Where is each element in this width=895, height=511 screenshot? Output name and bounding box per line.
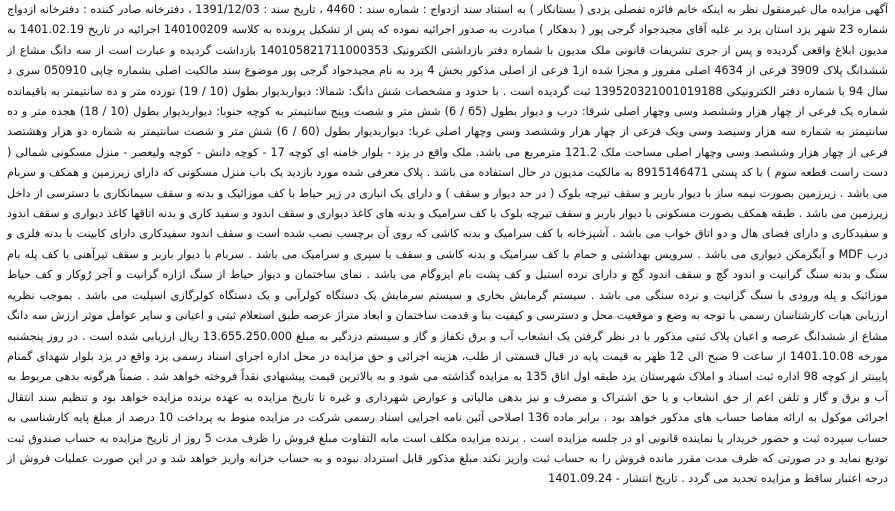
auction-notice-text: آگهی مزایده مال غیرمنقول نظر به اینکه خانم فائزه تفضلی یزدی ( بستانکار ) به استناد سند ازدواج : شماره سند : 4460 ، تاریخ سند : 1391/12/03 ، دفترخانه صادر کننده : دفترخانه ازدواج شماره 23 شهر یزد استان یزد بر علیه آقای مجیدجواد گرجی پور ( بدهکار ) مبادرت به صدور اجرائیه نموده که پس از تشکیل پرونده به کلاسه 140100209 اجرائیه در تاریخ 1401.02.19 به مدیون ابلاغ واقعی گردیده و پس از جری تشریفات قانونی ملک مدیون با شماره دفتر بازداشتی الکترونیک 140105821711000353 بازداشت گردیده و عبارت است از سه دانگ مشاع از ششدانگ پلاک 3909 فرعی از 4634 اصلی مفروز و مجزا شده از1 فرعی از اصلی مذکور بخش 4 یزد به نام مجیدجواد گرجی پور موضوع سند مالکیت اصلی بشماره چاپی 050910 سری د سال 94 با شماره دفتر الکترونیکی 139520321001019188 ثبت گردیده است . با حدود و مشخصات شش دانگ: شمالا: دیواربدیوار بطول (10 / 19) نوزده متر و ده سانتیمتر به باقیمانده شماره یک فرعی از چهار هزار وششصد وسی وچهار اصلی شرقا: درب و دیوار بطول (65 / 6) شش متر و شصت وپنج سانتیمتر به کوچه جنوبا: دیواربدیوار بطول (10 / 18) هجده متر و ده سانتیمتر به شماره سه هزار وسیصد وسی ویک فرعی از چهار هزار وششصد وسی وچهار اصلی غربا: دیواربدیوار بطول (60 / 6) شش متر و شصت سانتیمتر به شماره دو هزار وهشتصد فرعی از چهار هزار وششصد وسی وچهار اصلی مساحت ملک 121.2 مترمربع می باشد. ملک واقع در یزد - بلوار خامنه ای کوچه 17 - کوچه دانش - کوچه ولیعصر - منزل مسکونی شمالی ( دست راست قطعه سوم ) با کد پستی 8915146471 به مالکیت مدیون در حال استفاده می باشد . پلاک معرفی شده مورد بازدید یک باب منزل مسکونی که دارای زیرزمین و همکف و سربام می باشد . زیرزمین بصورت نیمه ساز با دیوار باربر و سقف تیرچه بلوک ( در حد دیوار و سقف ) و دارای یک انباری در زیر حیاط با کف موزائیک و بدنه و سقف سیمانکاری با دسترسی از داخل زیرزمین می باشد . طبقه همکف بصورت مسکونی با دیوار باربر و سقف تیرچه بلوک با کف سرامیک و بدنه های کاغذ دیواری و سقف اندود و سفید کاری و بدنه اتاقها کاغذ دیواری و سقف اندود و سفیدکاری و دارای فضای هال و دو اتاق خواب می باشد . آشپزخانه با کف سرامیک و بدنه کاشی که روی آن برچسب نصب شده است و سقف اندود سفیدکاری دارای کابینت با بدنه فلزی و درب MDF و آبگرمکن دیواری می باشد . سرویس بهداشتی و حمام با کف سرامیک و بدنه کاشی و سقف با سپری و سرامیک می باشد . سربام با دیوار باربر و سقف تیرآهنی با کف پله بام سنگ و بدنه سنگ گرانیت و اندود گچ و سقف اندود گچ و دارای نرده استیل و کف پشت بام ایزوگام می باشد . نمای ساختمان و دیوار حیاط از سنگ ازاره گرانیت و آجر رُوکار و کف حیاط موزائیک و پله ورودی با سنگ گرانیت و نرده سنگی می باشد . سیستم گرمایش بخاری و سیستم سرمایش یک دستگاه کولرآبی و یک دستگاه کولرگازی اسپلیت می باشد . بموجب نظریه ارزیابی هیات کارشناسان رسمی با توجه به وضع و موقعیت محل و دسترسی و کیفیت بنا و قدمت ساختمان و ابعاد متراژ عرصه طبق استعلام ثبتی و اعیانی و سایر عوامل موثر ارزش سه دانگ مشاع از ششدانگ عرصه و اعیان پلاک ثبتی مذکور با در نظر گرفتن یک انشعاب آب و برق تکفاز و گاز و سیستم دزدگیر به مبلغ 13.655.250.000 ریال ارزیابی شده است . در روز پنجشنبه مورخه 1401.10.08 از ساعت 9 صبح الی 12 ظهر به قیمت پایه در قبال قسمتی از طلب، هزینه اجرائی و حق مزایده در محل اداره اجرای اسناد رسمی یزد واقع در یزد بلوار شهدای گمنام پایینتر از کوچه 98 اداره ثبت اسناد و املاک شهرستان یزد طبقه اول اتاق 135 به مزایده گذاشته می شود و به بالاترین قیمت پیشنهادی نقداً فروخته خواهد شد . ضمناً هرگونه بدهی مربوط به آب و برق و گاز و تلفن اعم از حق انشعاب و یا حق اشتراک و مصرف و نیز بدهی مالیاتی و عوارض شهرداری و غیره تا تاریخ مزایده به عهده برنده مزایده خواهد بود و تنظیم سند انتقال اجرائی موکول به ارائه مفاصا حساب های مذکور خواهد بود . برابر ماده 136 اصلاحی آئین نامه اجرایی اسناد رسمی شرکت در مزایده منوط به پرداخت 10 درصد از مبلغ پایه کارشناسی به حساب سپرده ثبت و حضور خریدار یا نماینده قانونی او در جلسه مزایده است . برنده مزایده مکلف است مابه التفاوت مبلغ فروش را ظرف مدت 5 روز از تاریخ مزایده به حساب صندوق ثبت تودیع نماید و در صورتی که ظرف مدت مقرر مانده فروش را به حساب ثبت واریز نکند مبلغ مذکور قابل استرداد نبوده و به حساب خزانه واریز خواهد شد و در این صورت عملیات فروش از درجه اعتبار ساقط و مزایده تجدید می گردد . تاریخ انتشار - 1401.09.24 <box>7 3 889 486</box>
